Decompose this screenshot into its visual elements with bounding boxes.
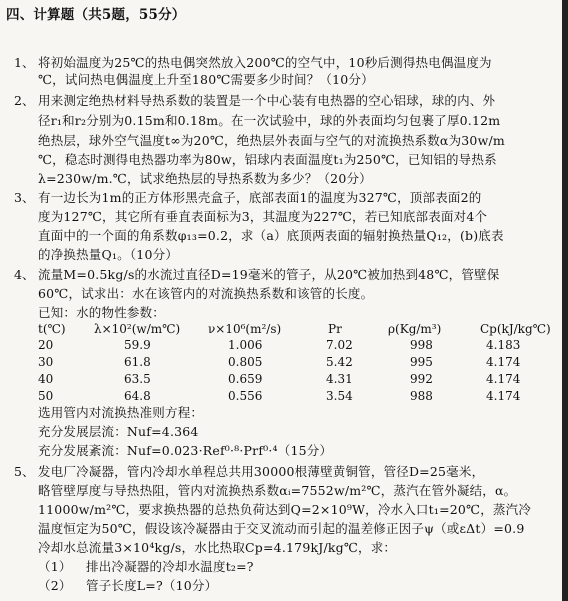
table-cell: 998 <box>410 338 433 352</box>
table-cell: 992 <box>410 372 433 386</box>
q3-line-1: 有一边长为1m的正方体形黑壳盒子，底部表面1的温度为327℃，顶部表面2的 <box>38 190 482 205</box>
table-cell: 4.174 <box>486 389 521 403</box>
table-header-pr: Pr <box>328 322 342 336</box>
q2-line-1: 用来测定绝热材料导热系数的装置是一个中心装有电热器的空心铝球，球的内、外 <box>38 93 496 108</box>
table-cell: 64.8 <box>124 389 151 403</box>
table-cell: 61.8 <box>124 355 151 369</box>
q5-sub1-number: （1） <box>38 559 72 574</box>
table-header-cp: Cp(kJ/kg℃) <box>480 322 551 336</box>
q4-number: 4、 <box>14 267 35 282</box>
q1-line-1: 将初始温度为25℃的热电偶突然放入200℃的空气中，10秒后测得热电偶温度为 <box>38 55 492 70</box>
q4-line-1: 流量M=0.5kg/s的水流过直径D=19毫米的管子，从20℃被加热到48℃，管壁保 <box>38 267 500 282</box>
table-cell: 20 <box>38 338 54 352</box>
table-cell: 4.174 <box>486 372 521 386</box>
q1-line-2: ℃，试问热电偶温度上升至180℃需要多少时间？（10分） <box>38 72 374 87</box>
table-cell: 1.006 <box>228 338 263 352</box>
q3-number: 3、 <box>14 190 35 205</box>
q5-line-1: 发电厂冷凝器，管内冷却水单程总共用30000根薄壁黄铜管，管径D=25毫米， <box>38 464 485 479</box>
table-cell: 988 <box>410 389 433 403</box>
table-header-rho: ρ(Kg/m³) <box>388 322 442 336</box>
q2-line-4: ℃，稳态时测得电热器功率为80w，铝球内表面温度t₁为250℃，已知铝的导热系 <box>38 152 497 167</box>
q2-line-2: 径r₁和r₂分别为0.15m和0.18m。在一次试验中，球的外表面均匀包裹了厚0.12m <box>38 113 501 128</box>
table-cell: 0.659 <box>228 372 263 386</box>
table-cell: 995 <box>410 355 433 369</box>
table-cell: 63.5 <box>124 372 151 386</box>
q5-sub1: 排出冷凝器的冷却水温度t₂=? <box>86 559 254 574</box>
table-cell: 7.02 <box>326 338 353 352</box>
q1-number: 1、 <box>14 55 35 70</box>
table-cell: 5.42 <box>326 355 353 369</box>
q5-line-3: 11000w/m²℃，要求换热器的总热负荷达到Q=2×10⁹W，冷水入口t₁=20℃，蒸汽冷 <box>38 502 532 517</box>
q5-sub2-number: （2） <box>38 578 72 593</box>
table-cell: 0.805 <box>228 355 263 369</box>
q4-line-3: 已知：水的物性参数： <box>38 305 166 320</box>
table-cell: 40 <box>38 372 54 386</box>
q5-line-4: 温度恒定为50℃，假设该冷凝器由于交叉流动而引起的温差修正因子ψ（或εΔt）=0.9 <box>38 521 525 536</box>
q3-line-2: 度为127℃，其它所有垂直表面标为3，其温度为227℃，若已知底部表面对4个 <box>38 209 488 224</box>
section-title: 四、计算题（共5题，55分） <box>6 7 186 23</box>
water-property-table <box>38 322 551 403</box>
scan-edge <box>562 0 568 601</box>
table-cell: 3.54 <box>326 389 353 403</box>
q4-line-6: 充分发展紊流：Nuf=0.023·Ref⁰·⁸·Prf⁰·⁴（15分） <box>38 443 333 458</box>
table-header-t: t(℃) <box>38 322 66 336</box>
q4-line-5: 充分发展层流：Nuf=4.364 <box>38 424 199 439</box>
q4-line-2: 60℃，试求出：水在该管内的对流换热系数和该管的长度。 <box>38 286 374 301</box>
q5-line-5: 冷却水总流量3×10⁴kg/s，水比热取Cp=4.179kJ/kg℃，求： <box>38 540 397 555</box>
table-header-lambda: λ×10²(w/m℃) <box>94 322 181 336</box>
q5-number: 5、 <box>14 464 35 479</box>
q3-line-3: 直面中的一个面的角系数φ₁₃=0.2，求（a）底顶两表面的辐射换热量Q₁₂，(b)底表 <box>38 228 504 243</box>
table-cell: 4.174 <box>486 355 521 369</box>
table-cell: 50 <box>38 389 54 403</box>
q5-sub2: 管子长度L=?（10分） <box>86 578 218 593</box>
q2-number: 2、 <box>14 93 35 108</box>
table-cell: 0.556 <box>228 389 263 403</box>
table-cell: 4.183 <box>486 338 521 352</box>
table-cell: 30 <box>38 355 54 369</box>
q2-line-5: λ=230w/m.℃，试求绝热层的导热系数为多少？（20分） <box>38 171 372 186</box>
q2-line-3: 绝热层，球外空气温度t∞为20℃，绝热层外表面与空气的对流换热系数α为30w/m <box>38 133 505 148</box>
q4-line-4: 选用管内对流换热准则方程： <box>38 405 204 420</box>
table-cell: 4.31 <box>326 372 353 386</box>
q3-line-4: 的净换热量Q₁。（10分） <box>38 247 179 262</box>
q5-line-2: 略管壁厚度与导热热阻，管内对流换热系数αᵢ=7552w/m²℃，蒸汽在管外凝结，α。 <box>38 483 517 498</box>
table-header-nu: ν×10⁶(m²/s) <box>208 322 282 336</box>
table-cell: 59.9 <box>124 338 151 352</box>
